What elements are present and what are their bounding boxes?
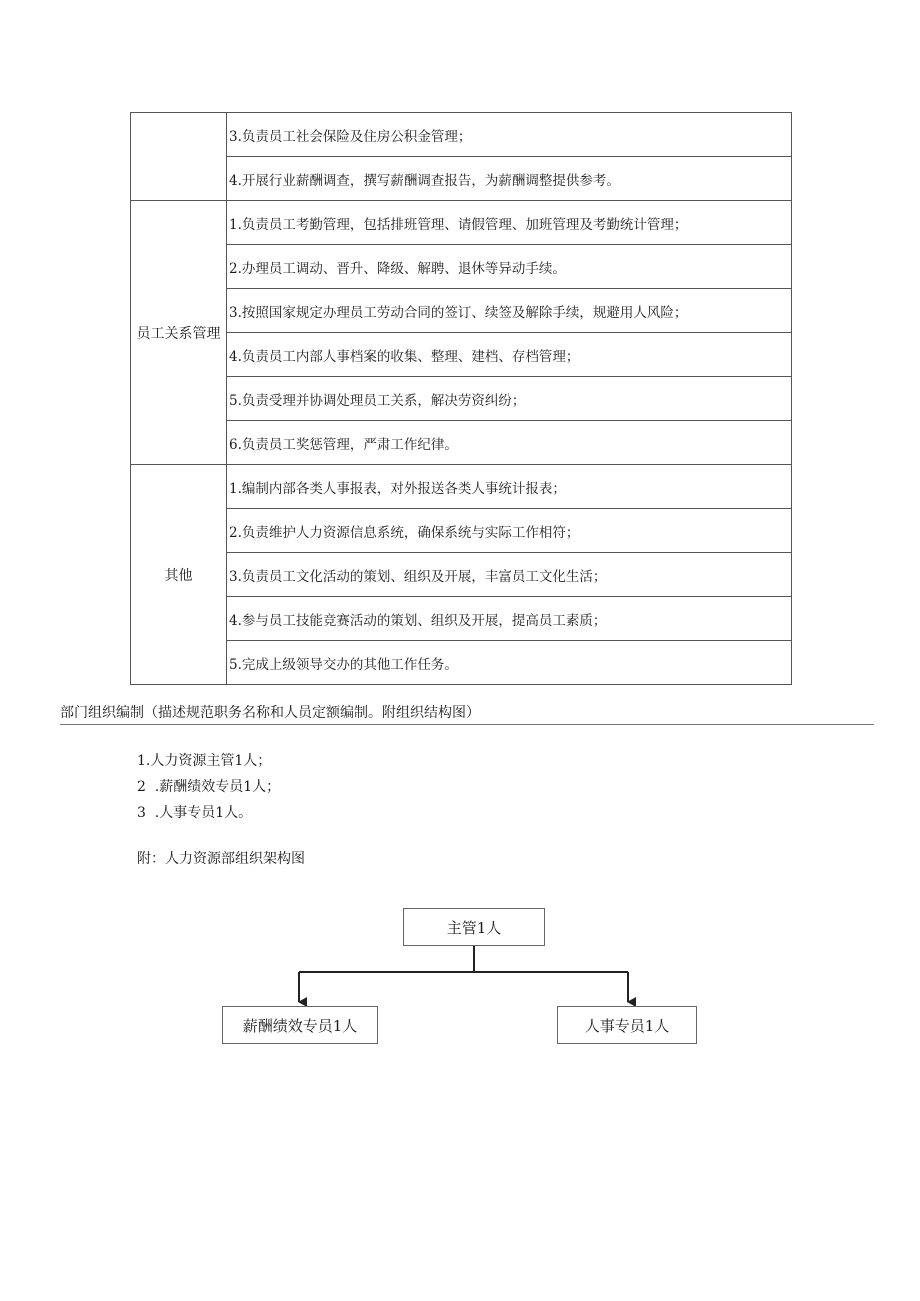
duty-item: 3.负责员工社会保险及住房公积金管理； [227,113,792,157]
duty-item: 2.办理员工调动、晋升、降级、解聘、退休等异动手续。 [227,245,792,289]
staff-list-item: 3 .人事专员1人。 [137,805,253,821]
staff-list-item: 1.人力资源主管1人； [137,753,272,769]
category-cell-employee-relations: 员工关系管理 [131,201,227,465]
category-cell-other: 其他 [131,465,227,685]
org-node-hr-specialist: 人事专员1人 [557,1006,697,1044]
duty-item: 6.负责员工奖惩管理，严肃工作纪律。 [227,421,792,465]
duty-item: 1.负责员工考勤管理，包括排班管理、请假管理、加班管理及考勤统计管理； [227,201,792,245]
duty-item: 2.负责维护人力资源信息系统，确保系统与实际工作相符； [227,509,792,553]
duty-item: 4.开展行业薪酬调查，撰写薪酬调查报告，为薪酬调整提供参考。 [227,157,792,201]
staff-list-item: 2 .薪酬绩效专员1人； [137,779,281,795]
duty-item: 4.参与员工技能竞赛活动的策划、组织及开展，提高员工素质； [227,597,792,641]
duty-item: 5.负责受理并协调处理员工关系，解决劳资纠纷； [227,377,792,421]
appendix-title: 附：人力资源部组织架构图 [137,851,305,867]
section-heading: 部门组织编制（描述规范职务名称和人员定额编制。附组织结构图） [60,704,874,725]
duty-item: 1.编制内部各类人事报表，对外报送各类人事统计报表； [227,465,792,509]
duty-item: 5.完成上级领导交办的其他工作任务。 [227,641,792,685]
duty-item: 4.负责员工内部人事档案的收集、整理、建档、存档管理； [227,333,792,377]
org-node-compensation-specialist: 薪酬绩效专员1人 [222,1006,378,1044]
org-node-supervisor: 主管1人 [403,908,545,946]
duty-item: 3.负责员工文化活动的策划、组织及开展，丰富员工文化生活； [227,553,792,597]
duty-item: 3.按照国家规定办理员工劳动合同的签订、续签及解除手续，规避用人风险； [227,289,792,333]
